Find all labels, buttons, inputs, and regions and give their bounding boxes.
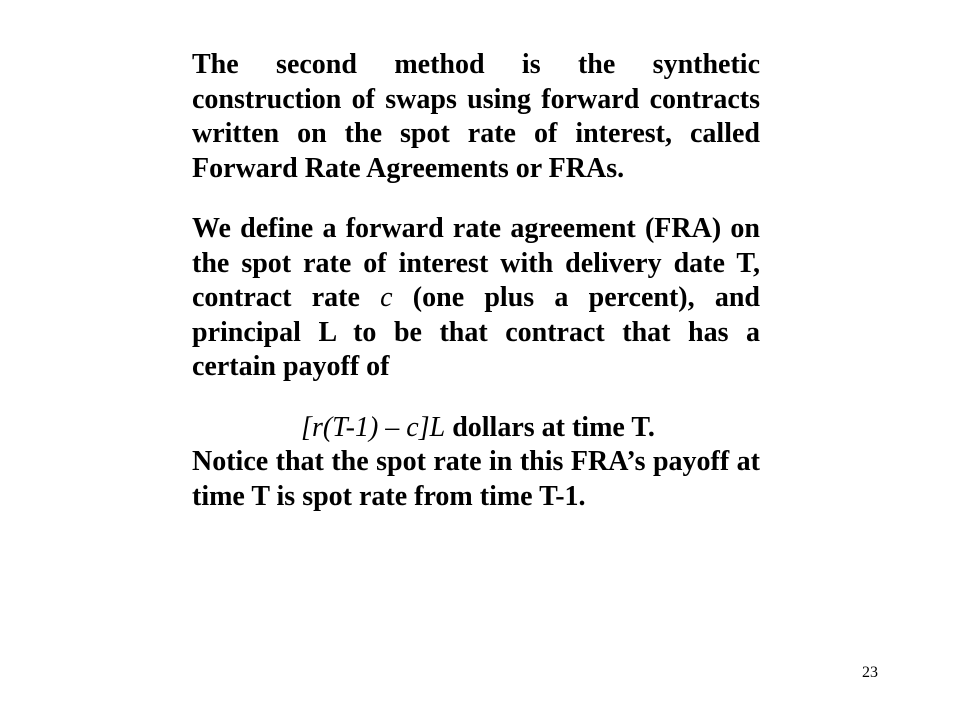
fra-definition-text-end: (one plus a percent), and principal L to be that contract that has a certain payoff of (192, 282, 760, 382)
contract-rate-variable: c (380, 282, 393, 313)
payoff-formula (192, 411, 760, 446)
paragraph-notice: Notice that the spot rate in this FRA’s payoff at time T is spot rate from time T-1. (192, 446, 760, 512)
paragraph-second-method: The second method is the synthetic construction of swaps using forward contracts written on the spot rate of interest, called Forward Rate Agreements or FRAs. (192, 49, 760, 184)
slide-content (192, 48, 760, 514)
fra-definition-text-start: We define a forward rate agreement (FRA) on the spot rate of interest with delivery date T, contract rate (192, 213, 760, 313)
payoff-formula-math: [r(T-1) – c]L (301, 411, 446, 443)
payoff-formula-text: dollars at time T. (445, 411, 655, 443)
page-number: 23 (862, 664, 878, 681)
paragraph-fra-definition (192, 212, 760, 385)
